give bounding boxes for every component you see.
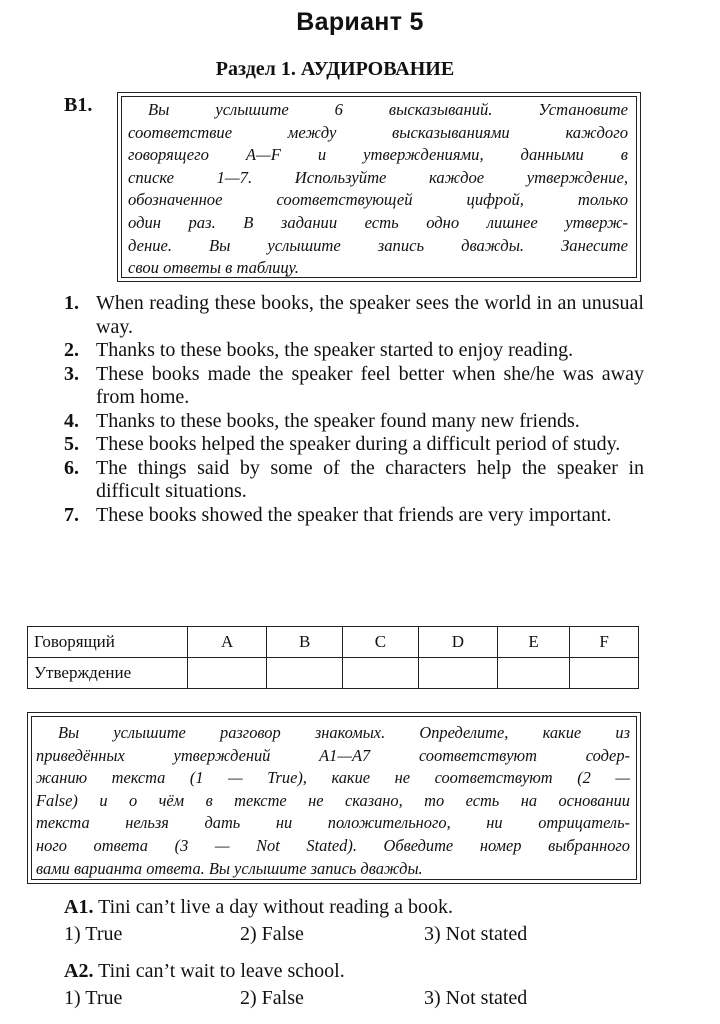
statement-number: 5. <box>64 433 79 455</box>
question-label: A1. <box>64 896 94 918</box>
question-text: Tini can’t wait to leave school. <box>98 960 345 982</box>
statement-text: The things said by some of the characters help the speaker in difficult situations. <box>96 456 644 502</box>
table-header-speaker: Говорящий <box>28 627 188 658</box>
section-title: Раздел 1. АУДИРОВАНИЕ <box>215 58 455 80</box>
statement-number: 4. <box>64 409 79 432</box>
b1-instr-line: один раз. В задании есть одно лишнее утверж- <box>128 212 628 232</box>
list-item <box>64 457 644 504</box>
question-text: Tini can’t live a day without reading a book. <box>98 896 454 918</box>
a-instr-line: Вы услышите разговор знакомых. Определите, какие из <box>58 723 630 742</box>
b1-instr-line: дение. Вы услышите запись дважды. Занесите <box>128 235 628 255</box>
a-instr-line: ного ответа (3 — Not Stated). Обведите номер выбранного <box>36 835 630 855</box>
answer-cell[interactable] <box>267 658 343 689</box>
task-b1-label: B1. <box>64 94 93 116</box>
a-instr-line: текста нельзя дать ни положительного, ни отрицатель- <box>36 813 630 833</box>
question-a1 <box>64 896 453 919</box>
statement-text: Thanks to these books, the speaker started to enjoy reading. <box>96 339 574 361</box>
list-item <box>64 433 644 457</box>
answer-cell[interactable] <box>188 658 267 689</box>
b1-instr-line: говорящего A—F и утверждениями, данными в <box>128 145 628 165</box>
table-row <box>28 658 639 689</box>
option-false[interactable]: 2) False <box>240 987 304 1009</box>
statement-number: 1. <box>64 292 79 314</box>
b1-instruction-box <box>117 92 641 282</box>
page-title: Вариант 5 <box>296 8 424 36</box>
table-row <box>28 627 639 658</box>
table-header-statement: Утверждение <box>28 658 188 689</box>
statement-text: Thanks to these books, the speaker found many new friends. <box>96 409 580 432</box>
speaker-cell: B <box>267 627 343 658</box>
speaker-cell: D <box>418 627 497 658</box>
answer-cell[interactable] <box>570 658 639 689</box>
question-a2 <box>64 960 345 983</box>
statement-text: When reading these books, the speaker sees the world in an unusual way. <box>96 292 644 338</box>
speaker-cell: E <box>497 627 569 658</box>
option-true[interactable]: 1) True <box>64 923 123 945</box>
b1-instr-line: Вы услышите 6 высказываний. Установите <box>148 100 628 119</box>
statement-text: These books helped the speaker during a difficult period of study. <box>96 433 621 455</box>
b1-instruction-text <box>128 99 628 280</box>
option-false[interactable]: 2) False <box>240 923 304 945</box>
b1-instr-line: свои ответы в таблицу. <box>128 258 299 278</box>
list-item <box>64 339 644 363</box>
answer-cell[interactable] <box>497 658 569 689</box>
a-instr-line: жанию текста (1 — True), какие не соответствуют (2 — <box>36 768 630 788</box>
b1-instr-line: списке 1—7. Используйте каждое утверждение, <box>128 167 628 187</box>
speaker-cell: A <box>188 627 267 658</box>
statement-number: 2. <box>64 339 79 361</box>
b1-instr-line: соответствие между высказываниями каждого <box>128 122 628 142</box>
b1-statement-list <box>64 292 644 527</box>
answer-cell[interactable] <box>342 658 418 689</box>
statement-number: 7. <box>64 503 79 526</box>
a-instr-line: приведённых утверждений A1—A7 соответствуют содер- <box>36 745 630 765</box>
speaker-cell: C <box>342 627 418 658</box>
statement-number: 3. <box>64 362 79 385</box>
question-label: A2. <box>64 960 94 982</box>
statement-text: These books showed the speaker that friends are very important. <box>96 503 612 526</box>
b1-answer-table <box>27 626 639 689</box>
list-item <box>64 363 644 410</box>
option-true[interactable]: 1) True <box>64 987 123 1009</box>
a-instruction-text <box>36 722 630 880</box>
list-item <box>64 410 644 434</box>
option-not-stated[interactable]: 3) Not stated <box>424 923 528 945</box>
b1-instr-line: обозначенное соответствующей цифрой, только <box>128 190 628 210</box>
a-instr-line: вами варианта ответа. Вы услышите запись дважды. <box>36 858 423 878</box>
answer-cell[interactable] <box>418 658 497 689</box>
statement-number: 6. <box>64 456 79 479</box>
a-instruction-box <box>27 712 641 884</box>
option-not-stated[interactable]: 3) Not stated <box>424 987 528 1009</box>
list-item <box>64 504 644 528</box>
speaker-cell: F <box>570 627 639 658</box>
a-instr-line: False) и о чём в тексте не сказано, то есть на основании <box>36 790 630 810</box>
statement-text: These books made the speaker feel better when she/he was away from home. <box>96 362 644 408</box>
list-item <box>64 292 644 339</box>
